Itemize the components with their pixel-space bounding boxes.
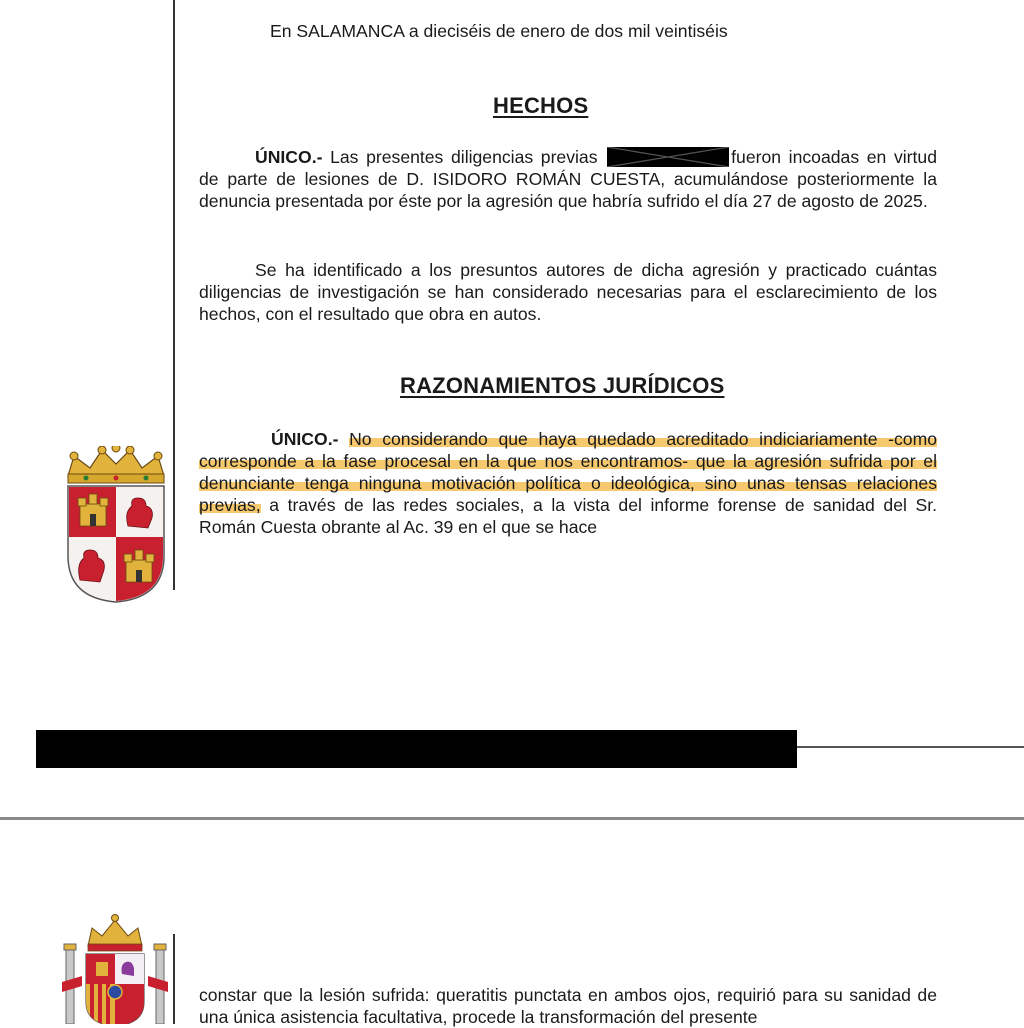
- hechos-paragraph-2: Se ha identificado a los presuntos autores de dicha agresión y practicado cuántas diligencias de investigación se han considerado necesarias para el esclarecimiento de los hechos, con el resultado que obra en autos.: [199, 260, 937, 324]
- razonamientos-paragraph-1: [199, 428, 937, 538]
- case-number-redaction: [607, 147, 729, 167]
- spain-coat-of-arms-icon: [58, 912, 172, 1024]
- hechos-paragraph-1: [199, 146, 937, 212]
- highlighted-passage: No considerando que haya quedado acreditado indiciariamente -como corresponde a la fase procesal en la que nos encontramos- que la agresión sufrida por el denunciante tenga ninguna motivación política o ideológica, sino unas tensas relaciones previas,: [199, 429, 938, 515]
- page2-paragraph: constar que la lesión sufrida: queratitis punctata en ambos ojos, requirió para su sanidad de una única asistencia facultativa, procede la transformación del presente: [199, 985, 937, 1027]
- margin-rule: [173, 0, 175, 590]
- razonamientos-label: ÚNICO.-: [271, 429, 339, 449]
- hechos-text-before: Las presentes diligencias previas: [322, 147, 606, 167]
- castilla-leon-coat-of-arms-icon: [60, 446, 172, 606]
- footer-redaction-bar: [36, 730, 797, 768]
- hechos-heading: HECHOS: [493, 93, 589, 118]
- hechos-text-after: fueron incoadas en virtud de parte de lesiones de D. ISIDORO ROMÁN CUESTA, acumulándose posteriormente la denuncia presentada por éste por la agresión que habría sufrido el día 27 de agosto de 2025.: [199, 147, 937, 211]
- hechos-label: ÚNICO.-: [255, 147, 323, 167]
- footer-rule: [797, 746, 1024, 748]
- razonamientos-text-rest: a través de las redes sociales, a la vista del informe forense de sanidad del Sr. Román Cuesta obrante al Ac. 39 en el que se hace: [199, 495, 937, 537]
- margin-rule: [173, 934, 175, 1024]
- razonamientos-heading: RAZONAMIENTOS JURÍDICOS: [400, 373, 725, 398]
- date-line: En SALAMANCA a dieciséis de enero de dos mil veintiséis: [270, 21, 728, 41]
